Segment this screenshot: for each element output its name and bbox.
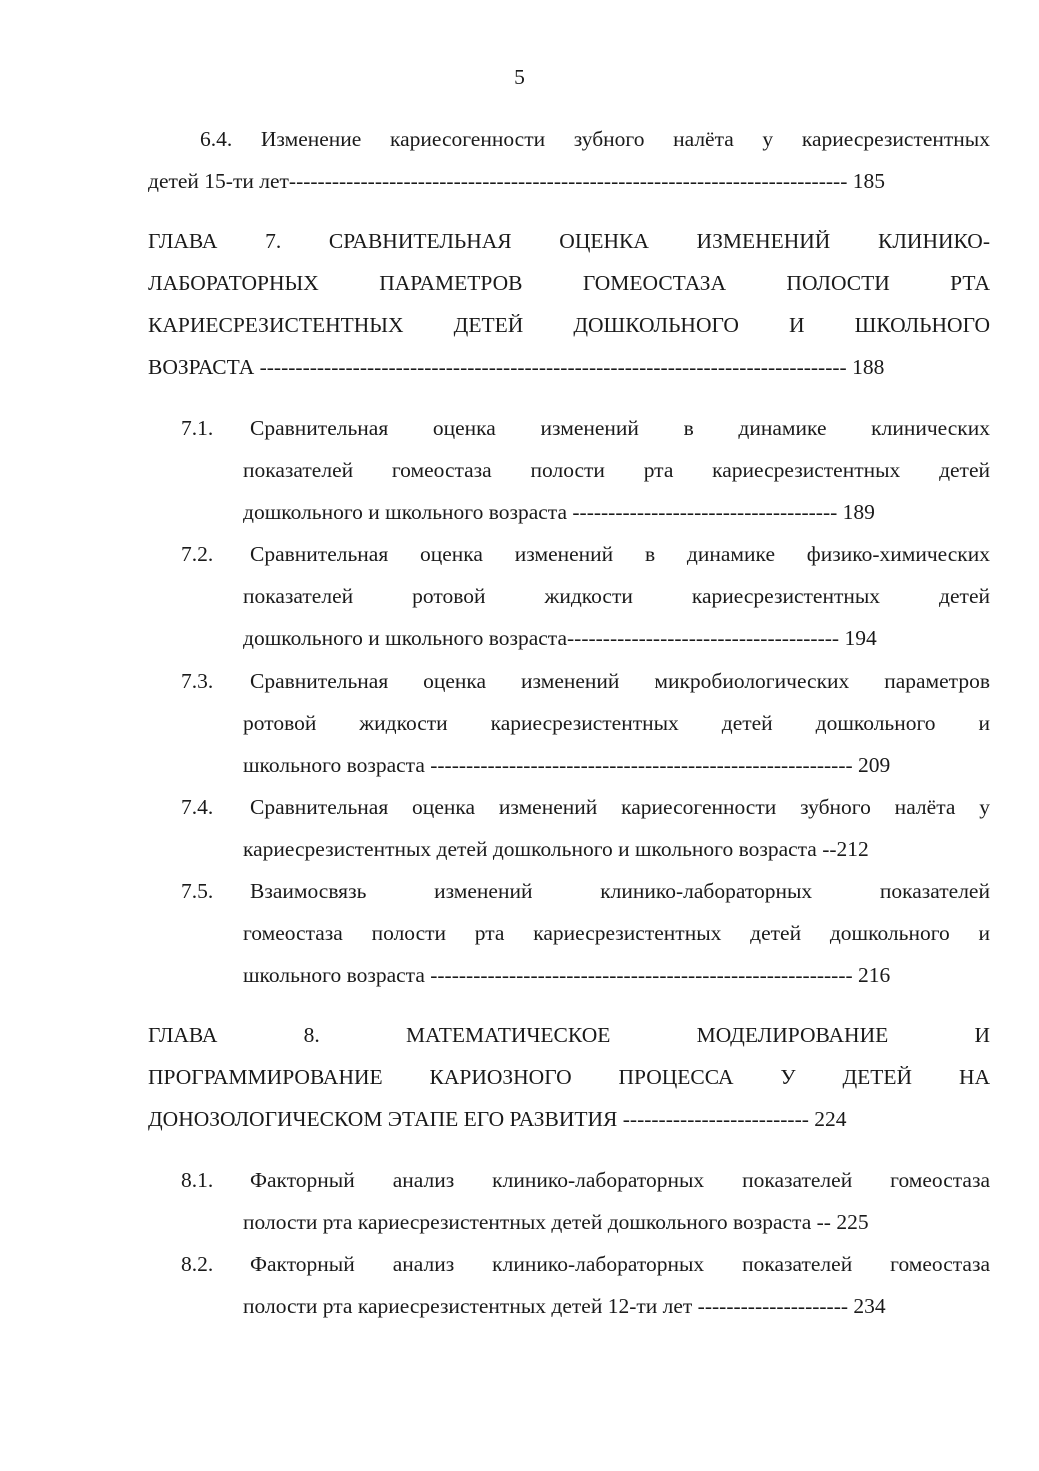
toc-section-8-2-line-1: Факторный анализ клинико-лабораторных показателей гомеостаза [250,1252,990,1276]
page-number: 5 [514,65,525,89]
toc-chapter-7-line-1: ГЛАВА 7. СРАВНИТЕЛЬНАЯ ОЦЕНКА ИЗМЕНЕНИЙ КЛИНИКО- [148,229,990,253]
toc-section-8-2-line-2: полости рта кариесрезистентных детей 12-ти лет --------------------- 234 [243,1294,886,1318]
toc-entry-6-4-line-1: 6.4. Изменение кариесогенности зубного налёта у кариесрезистентных [200,127,990,151]
toc-section-number: 7.2. [181,542,214,566]
toc-entry-6-4-line-2: детей 15-ти лет------------------------------------------------------------------------------ 185 [148,169,885,193]
toc-section-number: 7.4. [181,795,214,819]
toc-section-7-2-line-1: Сравнительная оценка изменений в динамике физико-химических [250,542,990,566]
toc-section-7-5-line-2: гомеостаза полости рта кариесрезистентных детей дошкольного и [243,921,990,945]
toc-section-7-2-line-2: показателей ротовой жидкости кариесрезистентных детей [243,584,990,608]
toc-section-7-4-line-2: кариесрезистентных детей дошкольного и школьного возраста --212 [243,837,869,861]
toc-section-number: 7.3. [181,669,214,693]
toc-section-8-1-line-2: полости рта кариесрезистентных детей дошкольного возраста -- 225 [243,1210,869,1234]
toc-section-7-3-line-1: Сравнительная оценка изменений микробиологических параметров [250,669,990,693]
toc-chapter-7-line-2: ЛАБОРАТОРНЫХ ПАРАМЕТРОВ ГОМЕОСТАЗА ПОЛОСТИ РТА [148,271,990,295]
toc-section-7-2-line-3: дошкольного и школьного возраста-------------------------------------- 194 [243,626,877,650]
toc-chapter-7-line-3: КАРИЕСРЕЗИСТЕНТНЫХ ДЕТЕЙ ДОШКОЛЬНОГО И ШКОЛЬНОГО [148,313,990,337]
toc-chapter-8-line-1: ГЛАВА 8. МАТЕМАТИЧЕСКОЕ МОДЕЛИРОВАНИЕ И [148,1023,990,1047]
toc-chapter-8-line-3: ДОНОЗОЛОГИЧЕСКОМ ЭТАПЕ ЕГО РАЗВИТИЯ -------------------------- 224 [148,1107,847,1131]
toc-section-7-5-line-1: Взаимосвязь изменений клинико-лабораторных показателей [250,879,990,903]
toc-section-7-1-line-1: Сравнительная оценка изменений в динамике клинических [250,416,990,440]
toc-section-7-5-line-3: школьного возраста ----------------------------------------------------------- 216 [243,963,891,987]
toc-section-7-1-line-3: дошкольного и школьного возраста ------------------------------------- 189 [243,500,875,524]
toc-section-7-4-line-1: Сравнительная оценка изменений кариесогенности зубного налёта у [250,795,990,819]
toc-section-7-3-line-3: школьного возраста ----------------------------------------------------------- 209 [243,753,891,777]
toc-section-7-1-line-2: показателей гомеостаза полости рта кариесрезистентных детей [243,458,990,482]
toc-chapter-8-line-2: ПРОГРАММИРОВАНИЕ КАРИОЗНОГО ПРОЦЕССА У ДЕТЕЙ НА [148,1065,990,1089]
toc-section-number: 8.2. [181,1252,214,1276]
toc-section-number: 7.5. [181,879,214,903]
toc-section-7-3-line-2: ротовой жидкости кариесрезистентных детей дошкольного и [243,711,990,735]
toc-section-8-1-line-1: Факторный анализ клинико-лабораторных показателей гомеостаза [250,1168,990,1192]
toc-section-number: 8.1. [181,1168,214,1192]
toc-chapter-7-line-4: ВОЗРАСТА ---------------------------------------------------------------------------------- 188 [148,355,885,379]
toc-section-number: 7.1. [181,416,214,440]
